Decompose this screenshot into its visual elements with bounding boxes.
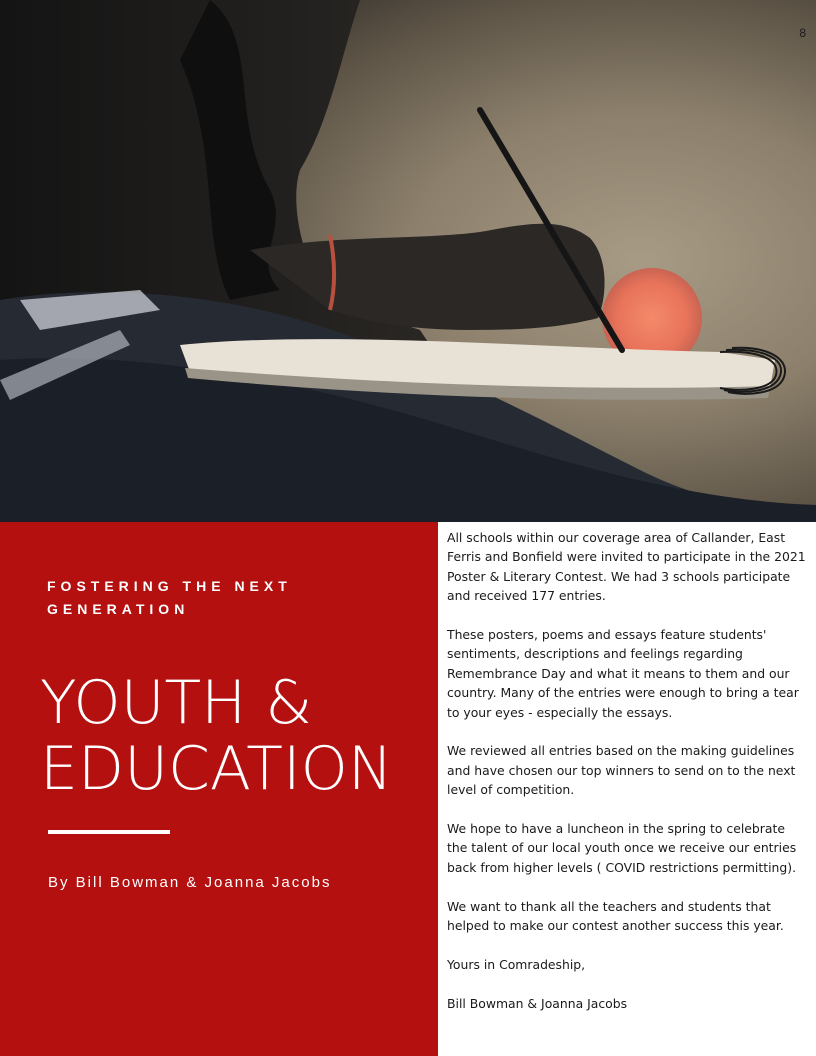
student-writing-illustration <box>0 0 816 522</box>
feature-panel <box>0 522 438 1056</box>
headline-line-1: YOUTH & <box>40 668 313 738</box>
hero-photo <box>0 0 816 522</box>
divider-rule <box>48 830 170 834</box>
article-paragraph: All schools within our coverage area of Callander, East Ferris and Bonfield were invited to participate in the 2021 Poster & Literary Contest. We had 3 schools participate and received 177 entries. <box>447 530 806 604</box>
article-paragraph: We reviewed all entries based on the making guidelines and have chosen our top winners to send on to the next level of competition. <box>447 743 796 798</box>
headline <box>40 670 435 802</box>
closing-line: Yours in Comradeship, <box>447 956 586 972</box>
article-paragraph: These posters, poems and essays feature students' sentiments, descriptions and feelings regarding Remembrance Day and what it means to them and our country. Many of the entries were enough to bring a tear to your eyes - especially the essays. <box>447 627 799 720</box>
byline: By Bill Bowman & Joanna Jacobs <box>48 874 332 891</box>
signature: Bill Bowman & Joanna Jacobs <box>447 995 628 1011</box>
article-body <box>447 528 807 1032</box>
kicker-text: FOSTERING THE NEXT GENERATION <box>47 578 292 617</box>
article-paragraph: We want to thank all the teachers and students that helped to make our contest another success this year. <box>447 898 784 934</box>
headline-line-2: EDUCATION <box>40 734 393 804</box>
page-number: 8 <box>799 26 806 40</box>
article-paragraph: We hope to have a luncheon in the spring to celebrate the talent of our local youth once we receive our entries back from higher levels ( COVID restrictions permitting). <box>447 821 797 875</box>
